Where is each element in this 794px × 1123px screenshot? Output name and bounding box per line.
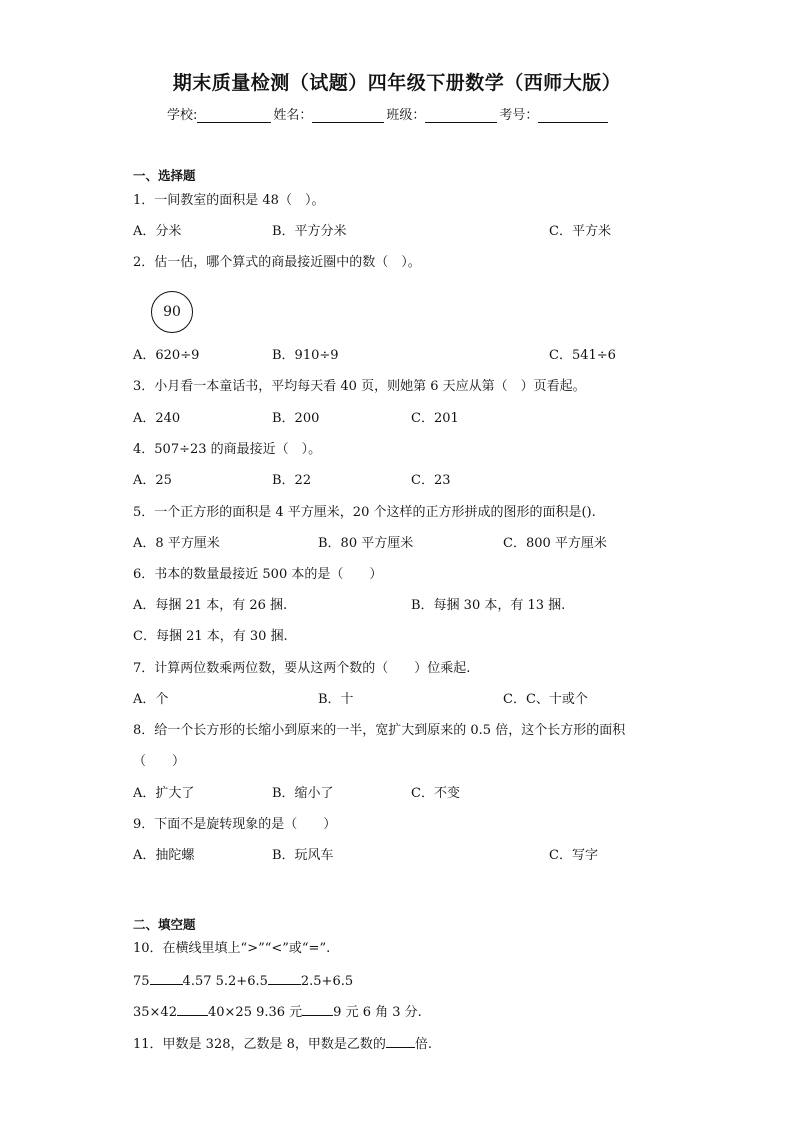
q1-option-b[interactable]: B．平方分米 <box>272 224 347 239</box>
q11-end: 倍. <box>414 1037 433 1052</box>
q5-option-c[interactable]: C．800 平方厘米 <box>503 536 607 551</box>
q8-option-b[interactable]: B．缩小了 <box>272 786 334 801</box>
school-label: 学校: <box>167 108 198 123</box>
q8-option-c[interactable]: C．不变 <box>411 786 460 801</box>
question-9: 9．下面不是旋转现象的是（ ） <box>133 817 337 832</box>
question-10-line-2 <box>133 1002 422 1022</box>
name-label: 姓名： <box>273 108 313 123</box>
q4-option-c[interactable]: C．23 <box>411 473 451 488</box>
section-choice-title: 一、选择题 <box>133 168 196 183</box>
question-2: 2．估一估，哪个算式的商最接近圈中的数（ ）。 <box>133 255 421 270</box>
q2-option-b[interactable]: B．910÷9 <box>272 348 339 363</box>
question-1: 1．一间教室的面积是 48（ ）。 <box>133 193 325 208</box>
q7-option-b[interactable]: B．十 <box>318 692 354 707</box>
q9-option-a[interactable]: A．抽陀螺 <box>133 848 195 863</box>
question-5: 5．一个正方形的面积是 4 平方厘米，20 个这样的正方形拼成的图形的面积是(). <box>133 505 596 520</box>
q6-option-c[interactable]: C．每捆 21 本，有 30 捆. <box>133 629 288 644</box>
q10-l1-b: 4.57 5.2+6.5 <box>182 974 268 989</box>
q2-option-c[interactable]: C．541÷6 <box>549 348 616 363</box>
q7-option-c[interactable]: C．C、十或个 <box>503 692 588 707</box>
class-label: 班级： <box>386 108 426 123</box>
question-4: 4．507÷23 的商最接近（ ）。 <box>133 442 322 457</box>
student-info-row <box>167 104 610 123</box>
class-field[interactable] <box>425 108 497 123</box>
q5-option-a[interactable]: A．8 平方厘米 <box>133 536 220 551</box>
q5-option-b[interactable]: B．80 平方厘米 <box>318 536 414 551</box>
q10-l2-a: 35×42 <box>133 1005 177 1020</box>
circled-number: 90 <box>151 291 193 333</box>
q2-option-a[interactable]: A．620÷9 <box>133 348 200 363</box>
q10-l1-a: 75 <box>133 974 150 989</box>
question-3: 3．小月看一本童话书，平均每天看 40 页，则她第 6 天应从第（ ）页看起。 <box>133 379 586 394</box>
q3-option-c[interactable]: C．201 <box>411 411 459 426</box>
name-field[interactable] <box>312 108 384 123</box>
question-10-line-1 <box>133 971 353 991</box>
answer-blank[interactable] <box>177 1002 208 1016</box>
q9-option-c[interactable]: C．写字 <box>549 848 598 863</box>
school-field[interactable] <box>197 108 271 123</box>
question-11 <box>133 1034 432 1054</box>
q10-l2-c: 9 元 6 角 3 分. <box>333 1005 422 1020</box>
section-fill-title: 二、填空题 <box>133 917 196 932</box>
q3-option-a[interactable]: A．240 <box>133 411 181 426</box>
question-8: 8．给一个长方形的长缩小到原来的一半，宽扩大到原来的 0.5 倍，这个长方形的面积 <box>133 723 626 738</box>
q8-option-a[interactable]: A．扩大了 <box>133 786 195 801</box>
q10-l2-b: 40×25 9.36 元 <box>207 1005 303 1020</box>
answer-blank[interactable] <box>268 971 301 985</box>
question-7: 7．计算两位数乘两位数，要从这两个数的（ ）位乘起. <box>133 661 471 676</box>
page-title: 期末质量检测（试题）四年级下册数学（西师大版） <box>172 72 622 94</box>
q1-option-a[interactable]: A．分米 <box>133 224 182 239</box>
q3-option-b[interactable]: B．200 <box>272 411 320 426</box>
q10-l1-c: 2.5+6.5 <box>300 974 354 989</box>
q4-option-b[interactable]: B．22 <box>272 473 312 488</box>
q4-option-a[interactable]: A．25 <box>133 473 172 488</box>
question-10: 10．在横线里填上“>”“<”或“=”. <box>133 941 331 956</box>
q1-option-c[interactable]: C．平方米 <box>549 224 611 239</box>
answer-blank[interactable] <box>386 1034 415 1048</box>
question-6: 6．书本的数量最接近 500 本的是（ ） <box>133 567 383 582</box>
q9-option-b[interactable]: B．玩风车 <box>272 848 334 863</box>
q7-option-a[interactable]: A．个 <box>133 692 169 707</box>
question-8-bracket: （ ） <box>133 754 186 769</box>
id-label: 考号： <box>499 108 539 123</box>
answer-blank[interactable] <box>302 1002 333 1016</box>
answer-blank[interactable] <box>150 971 183 985</box>
q11-text: 11．甲数是 328，乙数是 8，甲数是乙数的 <box>133 1037 386 1052</box>
id-field[interactable] <box>538 108 608 123</box>
q6-option-b[interactable]: B．每捆 30 本，有 13 捆. <box>411 598 566 613</box>
q6-option-a[interactable]: A．每捆 21 本，有 26 捆. <box>133 598 288 613</box>
